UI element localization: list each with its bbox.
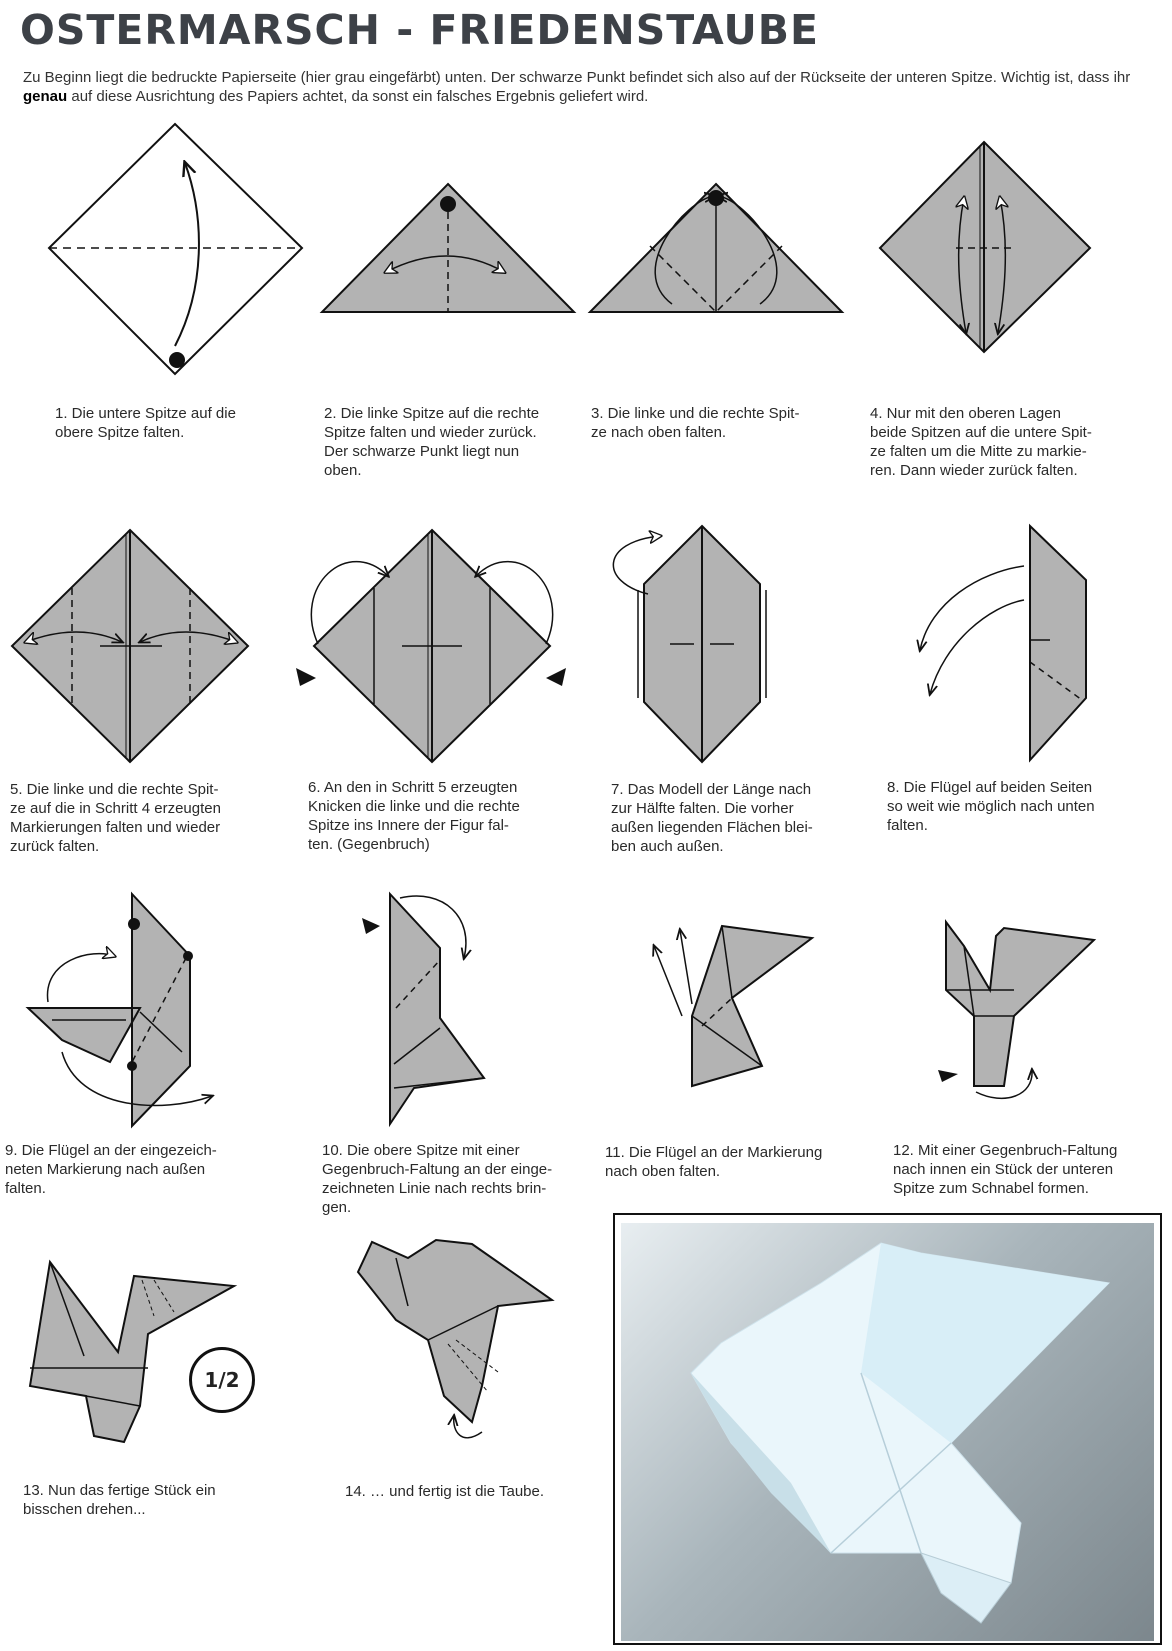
step-5-diagram xyxy=(8,526,253,766)
step-9-diagram xyxy=(22,890,222,1130)
step-14-caption: 14. … und fertig ist die Taube. xyxy=(345,1483,545,1500)
step-2-diagram xyxy=(318,180,578,320)
finished-dove-photo xyxy=(613,1213,1162,1645)
step-10-diagram xyxy=(354,888,504,1128)
step-3-diagram xyxy=(586,180,846,320)
intro-text: Zu Beginn liegt die bedruckte Papierseite (hier grau eingefärbt) unten. Der schwarze Punkt befindet sich also auf der Rückseite der unteren Spitze. Wichtig ist, dass ihr genau auf diese Ausrichtung des Papiers achtet, da sonst ein falsches Ergebnis geliefert wird. xyxy=(23,69,1131,105)
step-12-caption: 12. Mit einer Gegenbruch-Faltung nach innen ein Stück der unteren Spitze zum Schnabel formen. xyxy=(893,1142,1118,1197)
step-5-caption: 5. Die linke und die rechte Spit- ze auf die in Schritt 4 erzeugten Markierungen falten und wieder zurück falten. xyxy=(10,781,221,855)
step-10-caption: 10. Die obere Spitze mit einer Gegenbruch-Faltung an der einge- zeichneten Linie nach rechts brin- gen. xyxy=(322,1142,553,1216)
intro-emphasis: genau xyxy=(23,88,68,105)
step-2-caption: 2. Die linke Spitze auf die rechte Spitze falten und wieder zurück. Der schwarze Punkt liegt nun oben. xyxy=(324,405,540,479)
rotate-half-badge xyxy=(189,1347,255,1413)
rotate-half-label: 1/2 xyxy=(204,1368,240,1392)
step-13-caption: 13. Nun das fertige Stück ein bisschen drehen... xyxy=(23,1482,216,1518)
photo-background xyxy=(621,1223,1154,1641)
page-title: OSTERMARSCH - FRIEDENSTAUBE xyxy=(20,6,820,54)
step-1-diagram xyxy=(45,118,305,378)
step-11-caption: 11. Die Flügel an der Markierung nach oben falten. xyxy=(605,1144,823,1180)
step-6-diagram xyxy=(288,526,578,766)
step-11-diagram xyxy=(632,916,822,1116)
step-6-caption: 6. An den in Schritt 5 erzeugten Knicken die linke und die rechte Spitze ins Innere der Figur fal- ten. (Gegenbruch) xyxy=(308,779,520,853)
step-7-caption: 7. Das Modell der Länge nach zur Hälfte falten. Die vorher außen liegenden Flächen blei- ben auch außen. xyxy=(611,781,813,855)
step-12-diagram xyxy=(934,906,1104,1106)
step-3-caption: 3. Die linke und die rechte Spit- ze nach oben falten. xyxy=(591,405,800,441)
step-14-diagram xyxy=(352,1236,567,1446)
paper-dove-image xyxy=(621,1223,1154,1641)
step-4-diagram xyxy=(876,138,1098,360)
step-8-diagram xyxy=(900,522,1100,767)
step-9-caption: 9. Die Flügel an der eingezeich- neten Markierung nach außen falten. xyxy=(5,1142,217,1197)
step-7-diagram xyxy=(590,522,820,767)
step-4-caption: 4. Nur mit den oberen Lagen beide Spitzen auf die untere Spit- ze falten um die Mitte zu markie- ren. Dann wieder zurück falten. xyxy=(870,405,1092,479)
step-8-caption: 8. Die Flügel auf beiden Seiten so weit wie möglich nach unten falten. xyxy=(887,779,1095,834)
step-1-caption: 1. Die untere Spitze auf die obere Spitze falten. xyxy=(55,405,236,441)
